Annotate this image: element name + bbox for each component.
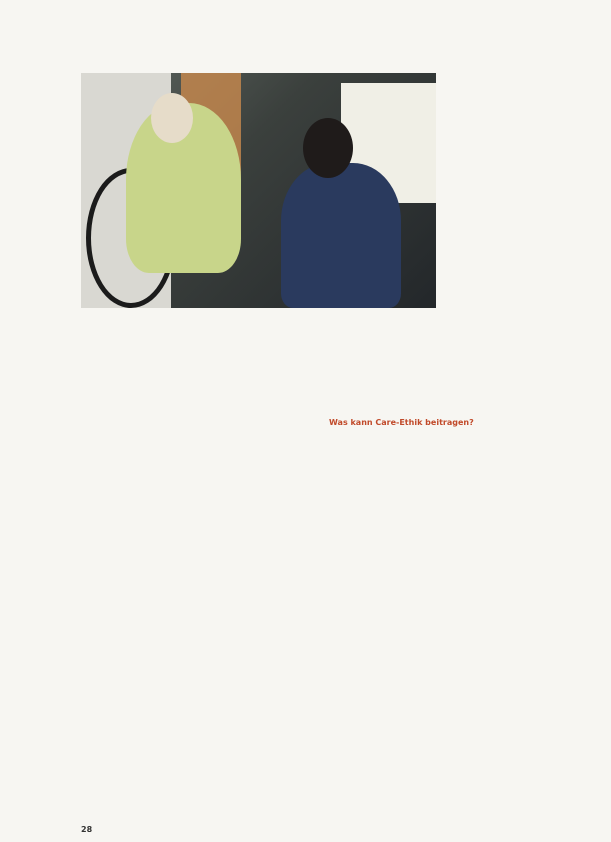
photo-elderly-woman-head <box>151 93 193 143</box>
section-heading: Was kann Care-Ethik beitragen? <box>329 418 474 427</box>
photo-credit <box>436 240 446 300</box>
article-photo <box>81 73 436 308</box>
photo-caregiver-head <box>303 118 353 178</box>
photo-caregiver <box>281 163 401 308</box>
page-number: 28 <box>81 825 93 834</box>
